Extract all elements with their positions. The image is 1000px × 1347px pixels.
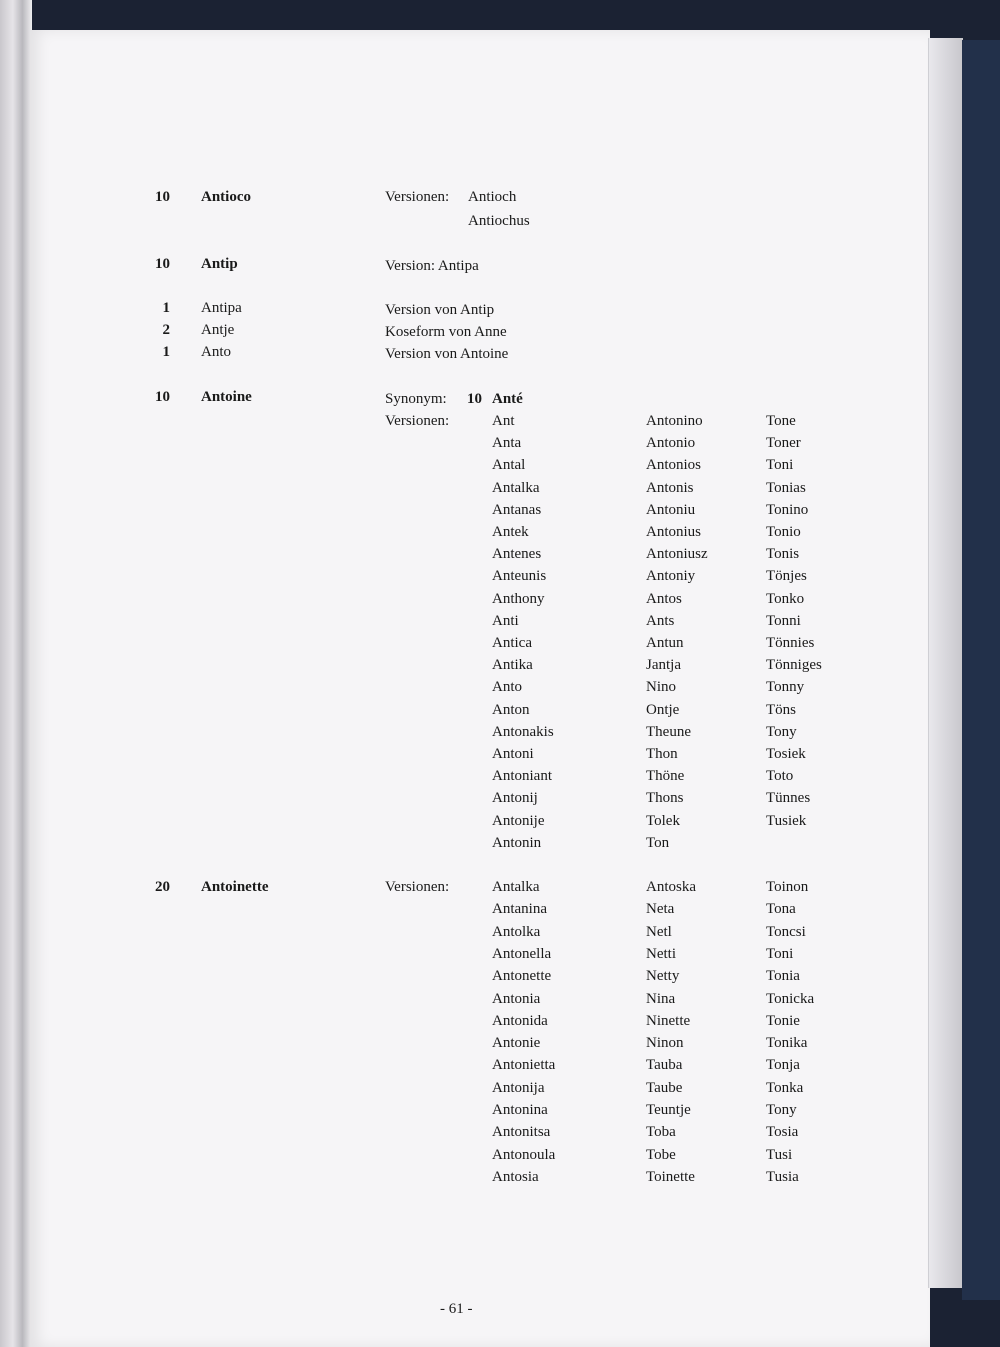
version-name: Netl: [646, 923, 672, 940]
version-name: Antun: [646, 635, 684, 651]
entry-count: 2: [162, 322, 170, 338]
version-name: Antoniusz: [646, 546, 708, 563]
version-name: Ninon: [646, 1035, 684, 1052]
book-cover: [962, 40, 1000, 1300]
synonym-count: 10: [467, 391, 482, 407]
version-name: Anto: [492, 679, 522, 696]
version-name: Antonin: [492, 834, 542, 851]
version-name: Antonoula: [492, 1146, 556, 1163]
version-name: Neta: [646, 901, 675, 918]
version-name: Nina: [646, 990, 676, 1007]
entry-name: Antipa: [201, 300, 242, 316]
version-name: Antonije: [492, 812, 545, 829]
version-name: Tonka: [766, 1079, 804, 1096]
version-name: Antek: [492, 524, 529, 540]
version-name: Ton: [646, 834, 670, 851]
version-name: Netti: [646, 945, 676, 962]
version-name: Tonika: [766, 1035, 808, 1052]
version-name: Antonella: [492, 945, 552, 962]
version-name: Antonija: [492, 1079, 545, 1096]
entry-count: 20: [155, 879, 170, 895]
version-name: Antal: [492, 457, 526, 474]
entry-count: 10: [155, 189, 170, 205]
version-name: Tone: [766, 413, 796, 429]
version-name: Antica: [492, 635, 532, 651]
entry-count: 10: [155, 256, 170, 272]
version-name: Tonino: [766, 501, 809, 518]
version-name: Tony: [766, 723, 797, 740]
version-name: Antenes: [492, 546, 542, 563]
version-name: Tonio: [766, 524, 801, 540]
version-name: Ant: [492, 413, 515, 429]
version-name: Antonio: [646, 435, 696, 452]
version-name: Antonius: [646, 524, 702, 540]
version-name: Antonette: [492, 968, 552, 985]
version-name: Tonie: [766, 1012, 800, 1029]
version-name: Tönjes: [766, 568, 807, 585]
version-name: Tony: [766, 1102, 797, 1118]
entry-count: 1: [162, 344, 170, 360]
version-name: Antioch: [468, 189, 517, 205]
version-name: Tobe: [646, 1146, 676, 1163]
entry-count: 1: [162, 300, 170, 316]
version-name: Nino: [646, 679, 676, 696]
version-name: Toto: [766, 768, 794, 785]
version-name: Anteunis: [492, 568, 547, 585]
version-name: Antoni: [492, 746, 534, 762]
book-left-page-edge: [0, 0, 32, 1347]
page-number: - 61 -: [440, 1301, 473, 1317]
entry-name: Antoine: [201, 389, 252, 405]
version-name: Antoniant: [492, 768, 552, 785]
entry-name: Anto: [201, 344, 231, 360]
version-name: Antonis: [646, 479, 694, 496]
version-name: Tönniges: [766, 657, 822, 674]
version-name: Antonakis: [492, 723, 554, 740]
version-name: Toncsi: [766, 923, 806, 940]
version-name: Antalka: [492, 479, 540, 496]
versions-label: Versionen:: [385, 879, 450, 895]
version-name: Antonie: [492, 1035, 541, 1052]
entry-label: Versionen:: [385, 189, 450, 205]
entry-label: Koseform von Anne: [385, 324, 507, 340]
version-name: Tauba: [646, 1057, 683, 1074]
version-name: Ants: [646, 612, 675, 629]
version-name: Anti: [492, 612, 519, 629]
version-name: Antonia: [492, 990, 541, 1007]
versions-label: Versionen:: [385, 413, 450, 429]
version-name: Tonja: [766, 1057, 800, 1074]
version-name: Netty: [646, 968, 680, 985]
version-name: Tonni: [766, 612, 801, 629]
version-name: Tusi: [766, 1146, 793, 1163]
version-name: Antonida: [492, 1012, 548, 1029]
version-name: Teuntje: [646, 1102, 691, 1118]
version-name: Tosiek: [766, 746, 806, 762]
version-name: Tonias: [766, 479, 806, 496]
version-name: Antonietta: [492, 1057, 556, 1074]
version-name: Tünnes: [766, 790, 811, 807]
version-name: Thöne: [646, 768, 685, 785]
version-name: Anta: [492, 435, 522, 452]
version-name: Thons: [646, 790, 684, 807]
version-name: Jantja: [646, 657, 681, 674]
synonym-name: Anté: [492, 391, 523, 407]
version-name: Toinon: [766, 879, 809, 895]
version-name: Töns: [766, 701, 796, 718]
version-name: Antosia: [492, 1168, 539, 1185]
version-name: Tonia: [766, 968, 800, 985]
entry-label: Version: Antipa: [385, 258, 479, 274]
version-name: Tonis: [766, 546, 800, 563]
version-name: Toni: [766, 945, 794, 962]
version-name: Tonny: [766, 679, 805, 696]
version-name: Ontje: [646, 701, 680, 718]
version-name: Tonicka: [766, 990, 815, 1007]
version-name: Antoniy: [646, 568, 696, 585]
version-name: Antoska: [646, 879, 696, 895]
version-name: Tona: [766, 901, 796, 918]
version-name: Antonitsa: [492, 1124, 551, 1141]
version-name: Tönnies: [766, 635, 815, 651]
version-name: Tusia: [766, 1168, 799, 1185]
version-name: Antalka: [492, 879, 540, 895]
version-name: Antoniu: [646, 501, 696, 518]
synonym-label: Synonym:: [385, 391, 447, 407]
version-name: Anthony: [492, 590, 545, 607]
version-name: Antos: [646, 590, 682, 607]
version-name: Antonina: [492, 1102, 548, 1118]
version-name: Toni: [766, 457, 794, 474]
version-name: Toner: [766, 435, 801, 452]
version-name: Toba: [646, 1124, 676, 1141]
version-name: Antika: [492, 657, 533, 674]
version-name: Anton: [492, 701, 530, 718]
version-name: Antolka: [492, 923, 541, 940]
version-name: Tusiek: [766, 812, 807, 829]
version-name: Antanas: [492, 501, 542, 518]
version-name: Theune: [646, 723, 691, 740]
entry-name: Antioco: [201, 189, 251, 205]
version-name: Antiochus: [468, 213, 530, 229]
book-right-page-stack: [928, 38, 963, 1288]
version-name: Taube: [646, 1079, 683, 1096]
entry-name: Antip: [201, 256, 238, 272]
entry-label: Version von Antoine: [385, 346, 509, 362]
version-name: Thon: [646, 746, 678, 762]
version-name: Antonios: [646, 457, 702, 474]
version-name: Antonij: [492, 790, 538, 807]
entry-label: Version von Antip: [385, 302, 495, 318]
entry-name: Antoinette: [201, 879, 269, 895]
version-name: Ninette: [646, 1012, 691, 1029]
version-name: Tosia: [766, 1124, 799, 1141]
version-name: Tolek: [646, 812, 680, 829]
version-name: Toinette: [646, 1168, 695, 1185]
version-name: Antonino: [646, 413, 703, 429]
version-name: Tonko: [766, 590, 805, 607]
entry-name: Antje: [201, 322, 235, 338]
version-name: Antanina: [492, 901, 547, 918]
entry-count: 10: [155, 389, 170, 405]
